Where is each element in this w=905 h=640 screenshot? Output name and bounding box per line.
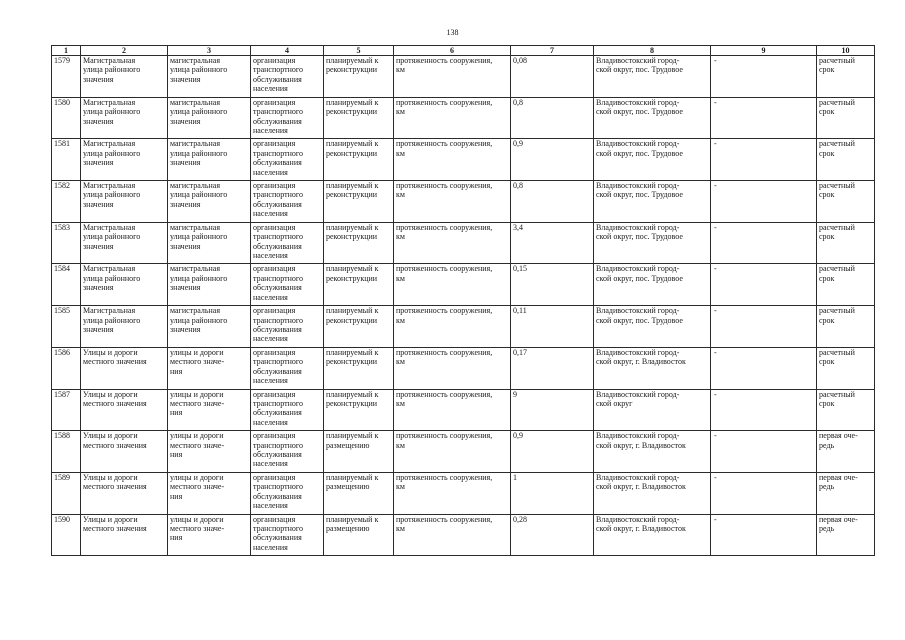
cell-index: 1581	[52, 139, 81, 181]
cell-characteristic: протяженность сооружения, км	[394, 431, 511, 473]
cell-characteristic: протяженность сооружения, км	[394, 472, 511, 514]
table-row	[52, 472, 875, 514]
cell-index: 1587	[52, 389, 81, 431]
cell-purpose: организация транспортного обслуживания населения	[251, 181, 324, 223]
cell-characteristic: протяженность сооружения, км	[394, 306, 511, 348]
column-header: 10	[817, 46, 875, 56]
cell-term: расчетный срок	[817, 139, 875, 181]
cell-value: 1	[511, 472, 594, 514]
cell-purpose: организация транспортного обслуживания населения	[251, 97, 324, 139]
cell-purpose: организация транспортного обслуживания населения	[251, 56, 324, 98]
cell-index: 1590	[52, 514, 81, 556]
cell-zone: -	[711, 139, 817, 181]
cell-object-type: Магистральная улица районного значения	[81, 139, 168, 181]
column-header: 4	[251, 46, 324, 56]
cell-object-kind: улицы и дороги местного значе- ния	[168, 472, 251, 514]
cell-location: Владивостокский город- ской округ, пос. Трудовое	[594, 97, 711, 139]
cell-location: Владивостокский город- ской округ, пос. Трудовое	[594, 139, 711, 181]
cell-index: 1582	[52, 181, 81, 223]
cell-location: Владивостокский город- ской округ, пос. Трудовое	[594, 306, 711, 348]
cell-zone: -	[711, 181, 817, 223]
cell-characteristic: протяженность сооружения, км	[394, 264, 511, 306]
cell-status: планируемый к реконструкции	[324, 347, 394, 389]
cell-value: 0,9	[511, 431, 594, 473]
cell-index: 1588	[52, 431, 81, 473]
cell-object-type: Улицы и дороги местного значения	[81, 347, 168, 389]
cell-term: расчетный срок	[817, 97, 875, 139]
cell-object-type: Улицы и дороги местного значения	[81, 472, 168, 514]
column-header: 6	[394, 46, 511, 56]
cell-index: 1583	[52, 222, 81, 264]
table-row	[52, 431, 875, 473]
table-row	[52, 306, 875, 348]
cell-location: Владивостокский город- ской округ, г. Владивосток	[594, 472, 711, 514]
cell-value: 0,9	[511, 139, 594, 181]
cell-object-kind: улицы и дороги местного значе- ния	[168, 514, 251, 556]
column-header: 7	[511, 46, 594, 56]
cell-value: 0,8	[511, 181, 594, 223]
table-row	[52, 389, 875, 431]
cell-purpose: организация транспортного обслуживания населения	[251, 514, 324, 556]
cell-zone: -	[711, 222, 817, 264]
cell-characteristic: протяженность сооружения, км	[394, 514, 511, 556]
cell-purpose: организация транспортного обслуживания населения	[251, 222, 324, 264]
column-header: 9	[711, 46, 817, 56]
cell-characteristic: протяженность сооружения, км	[394, 389, 511, 431]
cell-characteristic: протяженность сооружения, км	[394, 56, 511, 98]
cell-object-kind: улицы и дороги местного значе- ния	[168, 347, 251, 389]
cell-status: планируемый к реконструкции	[324, 389, 394, 431]
table-row	[52, 222, 875, 264]
cell-term: расчетный срок	[817, 181, 875, 223]
table-body	[52, 56, 875, 556]
cell-term: расчетный срок	[817, 222, 875, 264]
cell-status: планируемый к реконструкции	[324, 139, 394, 181]
cell-status: планируемый к реконструкции	[324, 181, 394, 223]
column-header: 8	[594, 46, 711, 56]
cell-value: 0,08	[511, 56, 594, 98]
column-header: 3	[168, 46, 251, 56]
cell-object-kind: улицы и дороги местного значе- ния	[168, 389, 251, 431]
cell-zone: -	[711, 306, 817, 348]
cell-object-kind: магистральная улица районного значения	[168, 56, 251, 98]
cell-value: 0,15	[511, 264, 594, 306]
table-row	[52, 347, 875, 389]
table-row	[52, 514, 875, 556]
table-row	[52, 139, 875, 181]
cell-value: 0,11	[511, 306, 594, 348]
cell-value: 0,28	[511, 514, 594, 556]
cell-characteristic: протяженность сооружения, км	[394, 97, 511, 139]
cell-object-type: Магистральная улица районного значения	[81, 306, 168, 348]
cell-object-type: Улицы и дороги местного значения	[81, 514, 168, 556]
cell-object-type: Магистральная улица районного значения	[81, 56, 168, 98]
cell-object-kind: магистральная улица районного значения	[168, 306, 251, 348]
cell-characteristic: протяженность сооружения, км	[394, 139, 511, 181]
cell-object-type: Магистральная улица районного значения	[81, 264, 168, 306]
cell-zone: -	[711, 264, 817, 306]
cell-characteristic: протяженность сооружения, км	[394, 181, 511, 223]
cell-zone: -	[711, 431, 817, 473]
cell-location: Владивостокский город- ской округ, пос. Трудовое	[594, 181, 711, 223]
cell-object-type: Магистральная улица районного значения	[81, 181, 168, 223]
cell-status: планируемый к размещению	[324, 514, 394, 556]
cell-location: Владивостокский город- ской округ, пос. Трудовое	[594, 222, 711, 264]
cell-zone: -	[711, 514, 817, 556]
cell-characteristic: протяженность сооружения, км	[394, 222, 511, 264]
cell-zone: -	[711, 389, 817, 431]
table-row	[52, 264, 875, 306]
cell-object-type: Улицы и дороги местного значения	[81, 389, 168, 431]
cell-object-kind: магистральная улица районного значения	[168, 222, 251, 264]
cell-term: расчетный срок	[817, 306, 875, 348]
cell-location: Владивостокский город- ской округ, пос. Трудовое	[594, 264, 711, 306]
cell-location: Владивостокский город- ской округ, г. Владивосток	[594, 514, 711, 556]
cell-status: планируемый к размещению	[324, 472, 394, 514]
document-table	[51, 45, 875, 556]
cell-status: планируемый к реконструкции	[324, 264, 394, 306]
cell-value: 9	[511, 389, 594, 431]
cell-purpose: организация транспортного обслуживания населения	[251, 139, 324, 181]
cell-term: расчетный срок	[817, 389, 875, 431]
cell-zone: -	[711, 56, 817, 98]
cell-term: первая оче- редь	[817, 472, 875, 514]
cell-purpose: организация транспортного обслуживания населения	[251, 472, 324, 514]
cell-location: Владивостокский город- ской округ, г. Владивосток	[594, 347, 711, 389]
cell-zone: -	[711, 97, 817, 139]
header-row	[52, 46, 875, 56]
cell-term: расчетный срок	[817, 347, 875, 389]
cell-index: 1586	[52, 347, 81, 389]
cell-index: 1589	[52, 472, 81, 514]
cell-object-kind: магистральная улица районного значения	[168, 181, 251, 223]
cell-value: 0,17	[511, 347, 594, 389]
cell-status: планируемый к реконструкции	[324, 222, 394, 264]
cell-status: планируемый к реконструкции	[324, 306, 394, 348]
cell-status: планируемый к реконструкции	[324, 97, 394, 139]
cell-index: 1580	[52, 97, 81, 139]
cell-purpose: организация транспортного обслуживания населения	[251, 431, 324, 473]
cell-object-kind: магистральная улица районного значения	[168, 97, 251, 139]
table-row	[52, 56, 875, 98]
cell-object-kind: улицы и дороги местного значе- ния	[168, 431, 251, 473]
cell-object-type: Магистральная улица районного значения	[81, 222, 168, 264]
cell-location: Владивостокский город- ской округ, г. Владивосток	[594, 431, 711, 473]
column-header: 2	[81, 46, 168, 56]
cell-term: первая оче- редь	[817, 514, 875, 556]
cell-value: 0,8	[511, 97, 594, 139]
table-row	[52, 97, 875, 139]
column-header: 5	[324, 46, 394, 56]
table-row	[52, 181, 875, 223]
cell-purpose: организация транспортного обслуживания населения	[251, 306, 324, 348]
cell-term: расчетный срок	[817, 264, 875, 306]
cell-object-type: Магистральная улица районного значения	[81, 97, 168, 139]
cell-index: 1585	[52, 306, 81, 348]
cell-location: Владивостокский город- ской округ, пос. Трудовое	[594, 56, 711, 98]
cell-zone: -	[711, 472, 817, 514]
page-number: 138	[446, 28, 459, 37]
cell-purpose: организация транспортного обслуживания населения	[251, 264, 324, 306]
cell-status: планируемый к размещению	[324, 431, 394, 473]
cell-zone: -	[711, 347, 817, 389]
cell-object-kind: магистральная улица районного значения	[168, 264, 251, 306]
cell-term: первая оче- редь	[817, 431, 875, 473]
cell-location: Владивостокский город- ской округ	[594, 389, 711, 431]
column-header: 1	[52, 46, 81, 56]
cell-object-type: Улицы и дороги местного значения	[81, 431, 168, 473]
cell-purpose: организация транспортного обслуживания населения	[251, 389, 324, 431]
cell-status: планируемый к реконструкции	[324, 56, 394, 98]
cell-index: 1584	[52, 264, 81, 306]
cell-term: расчетный срок	[817, 56, 875, 98]
cell-value: 3,4	[511, 222, 594, 264]
cell-index: 1579	[52, 56, 81, 98]
cell-purpose: организация транспортного обслуживания населения	[251, 347, 324, 389]
cell-object-kind: магистральная улица районного значения	[168, 139, 251, 181]
cell-characteristic: протяженность сооружения, км	[394, 347, 511, 389]
